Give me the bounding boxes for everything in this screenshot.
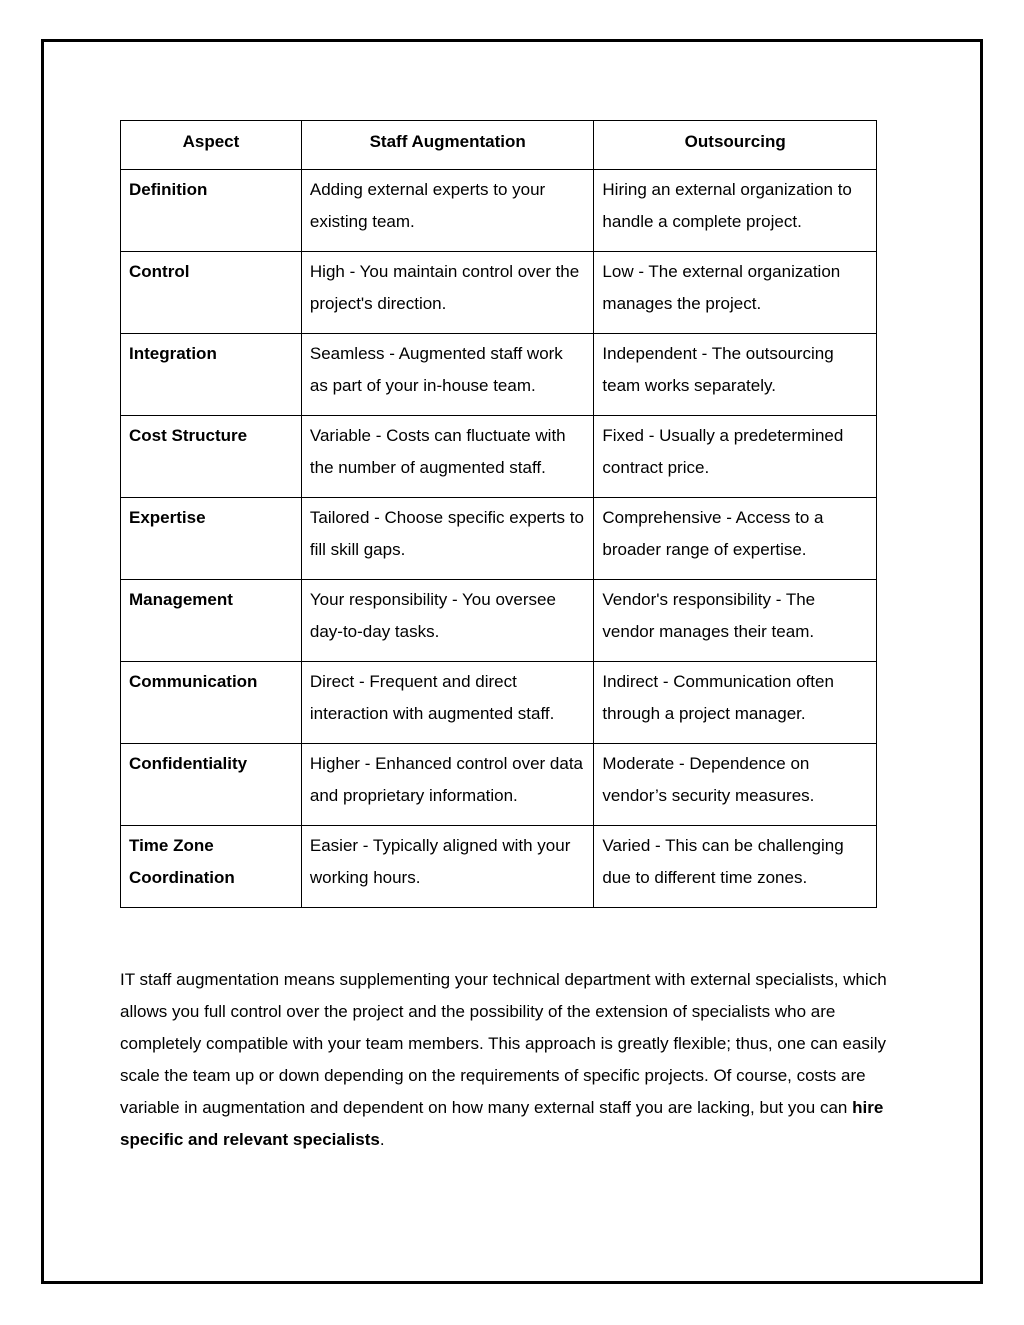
aspect-cell: Time Zone Coordination: [121, 826, 302, 908]
header-staff-augmentation: Staff Augmentation: [301, 121, 594, 170]
table-row: [121, 662, 877, 744]
outsourcing-cell: Fixed - Usually a predetermined contract price.: [594, 416, 877, 498]
aspect-cell: Cost Structure: [121, 416, 302, 498]
staff-augmentation-cell: Easier - Typically aligned with your working hours.: [301, 826, 594, 908]
aspect-cell: Integration: [121, 334, 302, 416]
comparison-table: [120, 120, 877, 908]
staff-augmentation-cell: Seamless - Augmented staff work as part of your in-house team.: [301, 334, 594, 416]
table-row: [121, 826, 877, 908]
outsourcing-cell: Vendor's responsibility - The vendor manages their team.: [594, 580, 877, 662]
summary-end-text: .: [379, 1130, 385, 1149]
staff-augmentation-cell: Tailored - Choose specific experts to fill skill gaps.: [301, 498, 594, 580]
outsourcing-cell: Comprehensive - Access to a broader range of expertise.: [594, 498, 877, 580]
header-outsourcing: Outsourcing: [594, 121, 877, 170]
aspect-cell: Control: [121, 252, 302, 334]
outsourcing-cell: Low - The external organization manages the project.: [594, 252, 877, 334]
outsourcing-cell: Moderate - Dependence on vendor’s security measures.: [594, 744, 877, 826]
aspect-cell: Communication: [121, 662, 302, 744]
staff-augmentation-cell: High - You maintain control over the project's direction.: [301, 252, 594, 334]
summary-bold-text: hire specific and relevant specialists: [120, 1098, 884, 1149]
table-row: [121, 252, 877, 334]
table-row: [121, 170, 877, 252]
table-row: [121, 416, 877, 498]
table-row: [121, 498, 877, 580]
table-row: [121, 580, 877, 662]
header-aspect: Aspect: [121, 121, 302, 170]
staff-augmentation-cell: Variable - Costs can fluctuate with the number of augmented staff.: [301, 416, 594, 498]
table-row: [121, 334, 877, 416]
outsourcing-cell: Varied - This can be challenging due to different time zones.: [594, 826, 877, 908]
outsourcing-cell: Independent - The outsourcing team works separately.: [594, 334, 877, 416]
outsourcing-cell: Hiring an external organization to handle a complete project.: [594, 170, 877, 252]
summary-text: IT staff augmentation means supplementing your technical department with external specialists, which allows you full control over the project and the possibility of the extension of specialists who are completely compatible with your team members. This approach is greatly flexible; thus, one can easily scale the team up or down depending on the requirements of specific projects. Of course, costs are variable in augmentation and dependent on how many external staff you are lacking, but you can: [120, 970, 887, 1117]
table-header-row: [121, 121, 877, 170]
staff-augmentation-cell: Higher - Enhanced control over data and proprietary information.: [301, 744, 594, 826]
staff-augmentation-cell: Your responsibility - You oversee day-to-day tasks.: [301, 580, 594, 662]
staff-augmentation-cell: Adding external experts to your existing team.: [301, 170, 594, 252]
aspect-cell: Definition: [121, 170, 302, 252]
table-row: [121, 744, 877, 826]
aspect-cell: Expertise: [121, 498, 302, 580]
outsourcing-cell: Indirect - Communication often through a project manager.: [594, 662, 877, 744]
aspect-cell: Management: [121, 580, 302, 662]
summary-paragraph: [120, 964, 910, 1156]
staff-augmentation-cell: Direct - Frequent and direct interaction with augmented staff.: [301, 662, 594, 744]
aspect-cell: Confidentiality: [121, 744, 302, 826]
